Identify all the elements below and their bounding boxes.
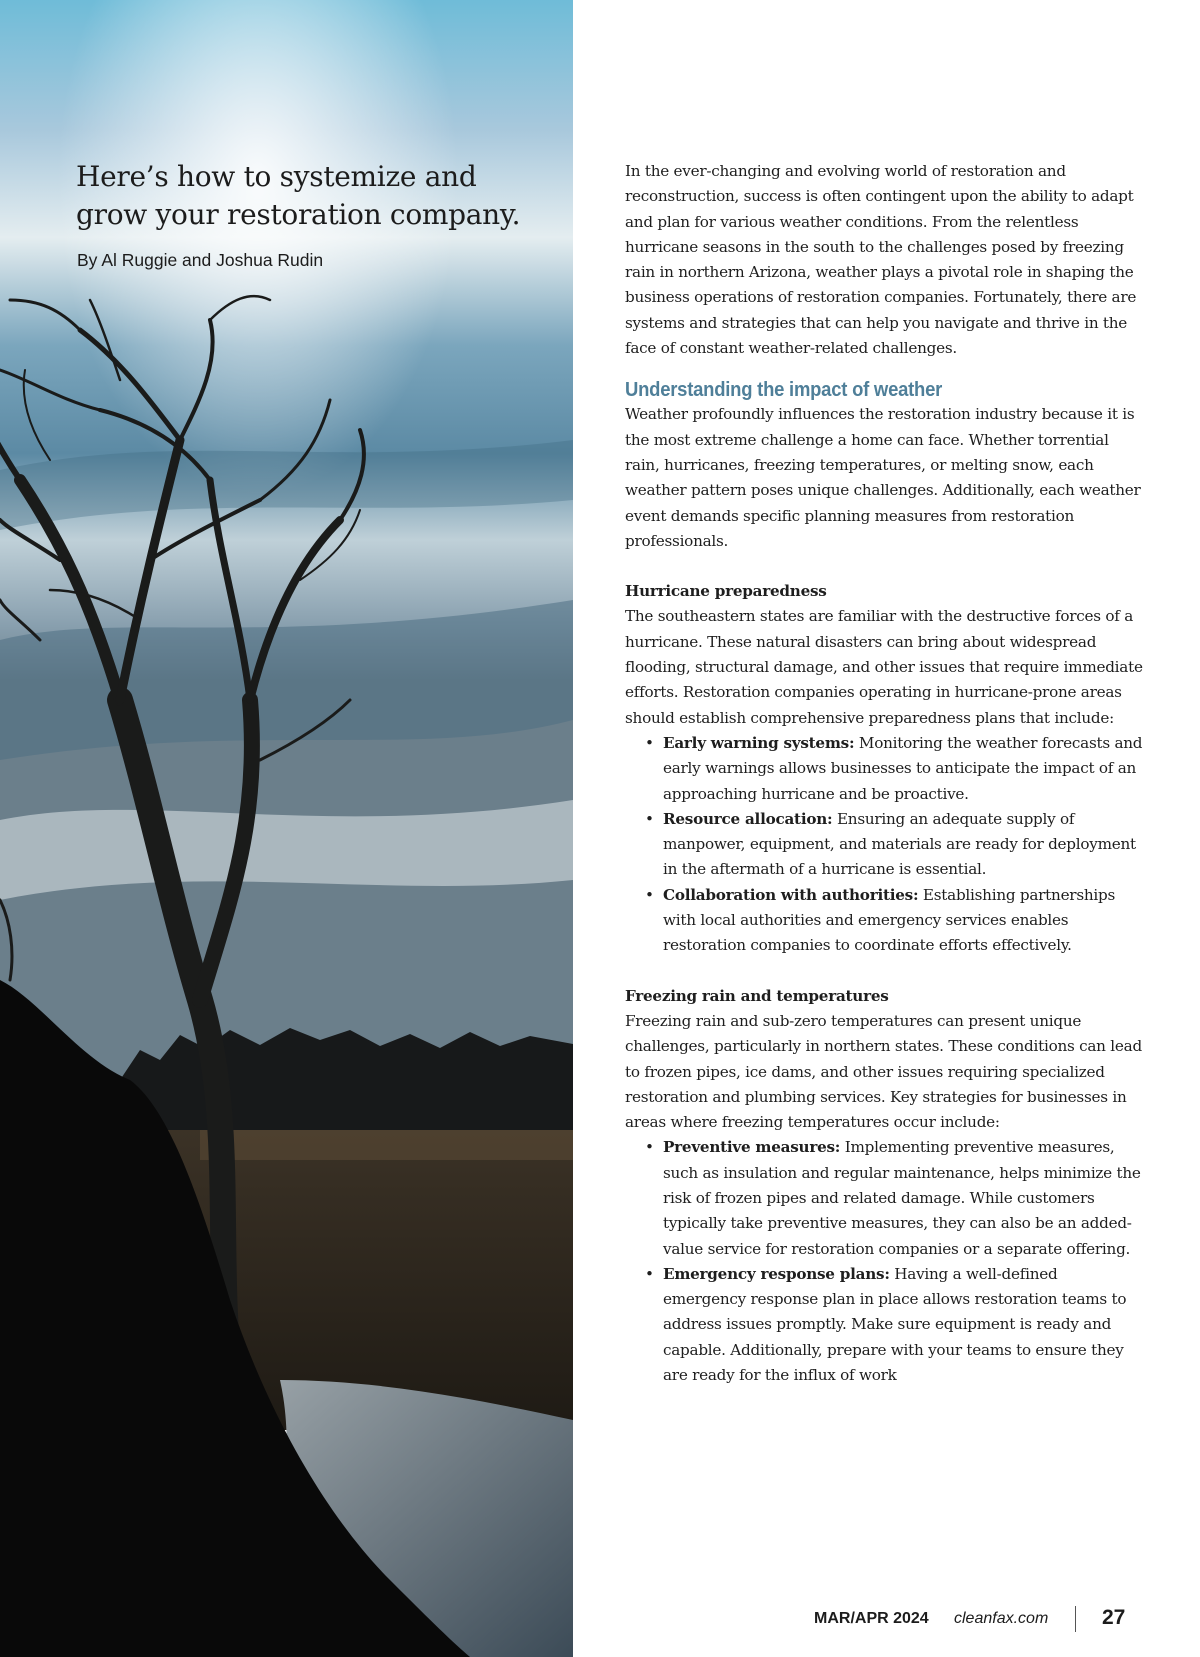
subheading-hurricane: Hurricane preparedness: [625, 582, 827, 601]
intro-paragraph: In the ever-changing and evolving world of restoration and reconstruction, success is often contingent upon the ability to adapt and plan for various weather conditions. From the relentless hurricane seasons in the south to the challenges posed by freezing rain in northern Arizona, weather plays a pivotal role in shaping the business operations of restoration companies. Fortunately, there are systems and strategies that can help you navigate and thrive in the face of constant weather-related challenges.: [625, 162, 1137, 358]
issue-date: MAR/APR 2024: [814, 1610, 929, 1627]
tree-photo-svg: [0, 0, 573, 1657]
list-item: [663, 731, 1145, 807]
subheading-freezing: Freezing rain and temperatures: [625, 986, 889, 1005]
hurricane-bullet-list: [625, 731, 1145, 959]
windswept-tree-photo: [0, 0, 573, 1657]
list-item: [663, 1262, 1145, 1388]
page-footer: [810, 1606, 1130, 1636]
footer-divider: [1075, 1606, 1076, 1632]
list-item: [663, 807, 1145, 883]
article-byline: By Al Ruggie and Joshua Rudin: [77, 250, 324, 270]
bullet-term: Collaboration with authorities:: [663, 885, 919, 904]
weather-impact-paragraph: Weather profoundly influences the restoration industry because it is the most extreme challenge a home can face. Whether torrential rain, hurricanes, freezing temperatures, or melting snow, each weather pattern poses unique challenges. Additionally, each weather event demands specific planning measures from restoration professionals.: [625, 405, 1141, 550]
article-body: [625, 159, 1145, 1388]
bullet-text: Ensuring an adequate supply of manpower, equipment, and materials are ready for deployment in the aftermath of a hurricane is essential.: [663, 809, 1136, 879]
freezing-bullet-list: [625, 1135, 1145, 1388]
list-item: [663, 883, 1145, 959]
bullet-text: Having a well-defined emergency response plan in place allows restoration teams to address issues promptly. Make sure equipment is ready and capable. Additionally, prepare with your teams to ensure they are ready for the influx of work: [663, 1264, 1127, 1385]
bullet-text: Monitoring the weather forecasts and early warnings allows businesses to anticipate the impact of an approaching hurricane and be proactive.: [663, 733, 1143, 803]
bullet-term: Emergency response plans:: [663, 1264, 890, 1283]
section-heading-weather-impact: Understanding the impact of weather: [625, 378, 943, 402]
bullet-term: Early warning systems:: [663, 733, 855, 752]
spacer: [625, 554, 1145, 579]
site-url: cleanfax.com: [954, 1610, 1049, 1627]
bullet-text: Implementing preventive measures, such as insulation and regular maintenance, helps minimize the risk of frozen pipes and related damage. While customers typically take preventive measures, they can also be an added-value service for restoration companies or a separate offering.: [663, 1138, 1141, 1258]
freezing-paragraph: Freezing rain and sub-zero temperatures can present unique challenges, particularly in northern states. These conditions can lead to frozen pipes, ice dams, and other issues requiring specialized restoration and plumbing services. Key strategies for businesses in areas where freezing temperatures occur include:: [625, 1011, 1142, 1132]
page-number: 27: [1102, 1606, 1126, 1629]
hurricane-paragraph: The southeastern states are familiar with the destructive forces of a hurricane. These natural disasters can bring about widespread flooding, structural damage, and other issues that require immediate efforts. Restoration companies operating in hurricane-prone areas should establish comprehensive preparedness plans that include:: [625, 607, 1143, 727]
bullet-term: Resource allocation:: [663, 809, 833, 828]
bullet-term: Preventive measures:: [663, 1138, 841, 1157]
article-headline: Here’s how to systemize and grow your restoration company.: [76, 160, 521, 231]
spacer: [625, 959, 1145, 984]
bullet-text: Establishing partnerships with local authorities and emergency services enables restoration companies to coordinate efforts effectively.: [663, 885, 1116, 955]
list-item: [663, 1135, 1145, 1261]
